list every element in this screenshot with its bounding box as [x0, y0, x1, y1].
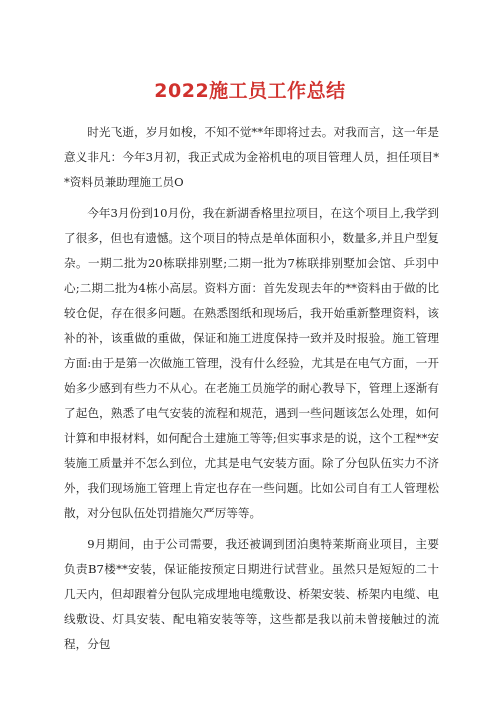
paragraph-1: 时光飞逝，岁月如梭，不知不觉**年即将过去。对我而言，这一年是意义非凡：今年3月初，我正式成为金裕机电的项目管理人员，担任项目**资料员兼助理施工员O — [64, 125, 439, 189]
paragraph-2: 今年3月份到10月份，我在新湖香格里拉项目，在这个项目上,我学到了很多，但也有遗憾。这个项目的特点是单体面积小，数量多,并且户型复杂。一期二批为20栋联排别墅;二期一批为7栋联排别墅加会馆、乒羽中心;二期二批为4栋小高层。资料方面：首先发现去年的**资料由于做的比较仓促，存在很多问题。在熟悉图纸和现场后，我开始重新整理资料，该补的补，该重做的重做，保证和施工进度保持一致并及时报验。施工管理方面:由于是第一次做施工管理，没有什么经验，尤其是在电气方面，一开始多少感到有些力不从心。在老施工员施学的耐心教导下，管理上逐渐有了起色，熟悉了电气安装的流程和规范，遇到一些问题该怎么处理，如何计算和申报材料，如何配合土建施工等等;但实事求是的说，这个工程**安装施工质量并不怎么到位，尤其是电气安装方面。除了分包队伍实力不济外，我们现场施工管理上肯定也存在一些问题。比如公司自有工人管理松散，对分包队伍处罚措施欠严厉等等。 — [64, 206, 439, 520]
document-title: 2022施工员工作总结 — [154, 80, 346, 102]
paragraph-3: 9月期间，由于公司需要，我还被调到团泊奥特莱斯商业项目，主要负责B7楼**安装，保证能按预定日期进行试营业。虽然只是短短的二十几天内，但却跟着分包队完成埋地电缆敷设、桥架安装、桥架内电缆、电线敷设、灯具安装、配电箱安装等等，这些都是我以前未曾接触过的流程，分包 — [64, 537, 439, 651]
document-body — [64, 120, 439, 663]
